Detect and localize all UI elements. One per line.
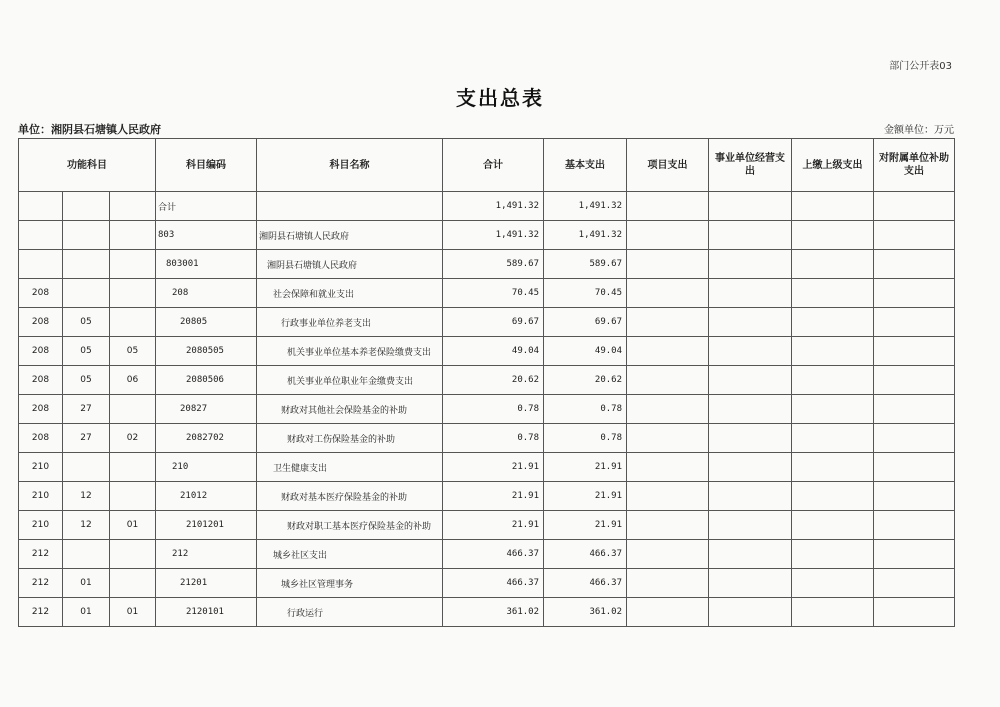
total-cell: 1,491.32 [443, 192, 544, 221]
subsidy-cell [874, 337, 955, 366]
subject-name-cell: 财政对职工基本医疗保险基金的补助 [257, 511, 443, 540]
upper-cell [792, 569, 874, 598]
total-cell: 21.91 [443, 453, 544, 482]
page-title: 支出总表 [456, 86, 544, 110]
upper-cell [792, 308, 874, 337]
func-subitem-cell [110, 221, 156, 250]
func-class-cell: 210 [19, 453, 63, 482]
func-item-cell [63, 221, 110, 250]
table-row [19, 569, 955, 598]
subject-name-cell: 社会保障和就业支出 [257, 279, 443, 308]
upper-cell [792, 221, 874, 250]
func-subitem-cell: 01 [110, 598, 156, 627]
project-cell [627, 540, 709, 569]
subject-code-cell: 2080506 [156, 366, 257, 395]
subject-name-cell: 城乡社区支出 [257, 540, 443, 569]
header-basic: 基本支出 [544, 139, 627, 192]
func-subitem-cell [110, 395, 156, 424]
subject-name-cell [257, 192, 443, 221]
table-row [19, 598, 955, 627]
subject-name-cell: 财政对基本医疗保险基金的补助 [257, 482, 443, 511]
header-business: 事业单位经营支出 [709, 139, 792, 192]
func-subitem-cell [110, 569, 156, 598]
basic-cell: 70.45 [544, 279, 627, 308]
project-cell [627, 337, 709, 366]
func-item-cell [63, 540, 110, 569]
project-cell [627, 569, 709, 598]
header-subject-name: 科目名称 [257, 139, 443, 192]
subject-code-cell: 803 [156, 221, 257, 250]
business-cell [709, 308, 792, 337]
upper-cell [792, 598, 874, 627]
func-subitem-cell: 02 [110, 424, 156, 453]
func-class-cell: 210 [19, 482, 63, 511]
subject-code-cell: 2101201 [156, 511, 257, 540]
func-subitem-cell: 06 [110, 366, 156, 395]
table-row [19, 192, 955, 221]
upper-cell [792, 511, 874, 540]
amount-unit-label: 金额单位：万元 [884, 125, 954, 136]
func-class-cell: 208 [19, 279, 63, 308]
basic-cell: 21.91 [544, 511, 627, 540]
basic-cell: 21.91 [544, 482, 627, 511]
subject-code-cell: 210 [156, 453, 257, 482]
subject-code-cell: 21201 [156, 569, 257, 598]
func-item-cell: 05 [63, 308, 110, 337]
func-item-cell: 05 [63, 337, 110, 366]
func-item-cell: 12 [63, 511, 110, 540]
subsidy-cell [874, 279, 955, 308]
upper-cell [792, 424, 874, 453]
basic-cell: 466.37 [544, 540, 627, 569]
subsidy-cell [874, 192, 955, 221]
subject-name-cell: 机关事业单位职业年金缴费支出 [257, 366, 443, 395]
basic-cell: 49.04 [544, 337, 627, 366]
table-row [19, 424, 955, 453]
basic-cell: 0.78 [544, 395, 627, 424]
func-class-cell: 208 [19, 366, 63, 395]
func-class-cell: 212 [19, 598, 63, 627]
total-cell: 69.67 [443, 308, 544, 337]
header-project: 项目支出 [627, 139, 709, 192]
subsidy-cell [874, 511, 955, 540]
subject-code-cell: 212 [156, 540, 257, 569]
table-row [19, 337, 955, 366]
business-cell [709, 221, 792, 250]
subject-code-cell: 208 [156, 279, 257, 308]
subject-code-cell: 20805 [156, 308, 257, 337]
upper-cell [792, 540, 874, 569]
func-item-cell: 05 [63, 366, 110, 395]
subject-code-cell: 20827 [156, 395, 257, 424]
business-cell [709, 366, 792, 395]
basic-cell: 69.67 [544, 308, 627, 337]
unit-label: 单位：湘阴县石塘镇人民政府 [18, 123, 161, 136]
project-cell [627, 221, 709, 250]
table-row [19, 511, 955, 540]
func-item-cell [63, 453, 110, 482]
func-subitem-cell [110, 453, 156, 482]
header-total: 合计 [443, 139, 544, 192]
subsidy-cell [874, 250, 955, 279]
func-item-cell [63, 250, 110, 279]
func-class-cell: 212 [19, 569, 63, 598]
business-cell [709, 250, 792, 279]
subject-name-cell: 行政事业单位养老支出 [257, 308, 443, 337]
subject-code-cell: 合计 [156, 192, 257, 221]
func-subitem-cell [110, 279, 156, 308]
subject-code-cell: 21012 [156, 482, 257, 511]
basic-cell: 21.91 [544, 453, 627, 482]
subject-code-cell: 2080505 [156, 337, 257, 366]
business-cell [709, 395, 792, 424]
total-cell: 466.37 [443, 540, 544, 569]
basic-cell: 361.02 [544, 598, 627, 627]
func-class-cell [19, 192, 63, 221]
subsidy-cell [874, 366, 955, 395]
header-upper: 上缴上级支出 [792, 139, 874, 192]
table-row [19, 221, 955, 250]
business-cell [709, 540, 792, 569]
project-cell [627, 279, 709, 308]
total-cell: 49.04 [443, 337, 544, 366]
header-subsidy: 对附属单位补助支出 [874, 139, 955, 192]
project-cell [627, 250, 709, 279]
total-cell: 0.78 [443, 395, 544, 424]
subject-name-cell: 行政运行 [257, 598, 443, 627]
func-subitem-cell [110, 192, 156, 221]
func-subitem-cell [110, 250, 156, 279]
form-number: 部门公开表03 [889, 61, 952, 72]
func-item-cell: 27 [63, 395, 110, 424]
business-cell [709, 337, 792, 366]
upper-cell [792, 366, 874, 395]
basic-cell: 1,491.32 [544, 192, 627, 221]
upper-cell [792, 482, 874, 511]
project-cell [627, 453, 709, 482]
subject-name-cell: 城乡社区管理事务 [257, 569, 443, 598]
subject-name-cell: 财政对工伤保险基金的补助 [257, 424, 443, 453]
subject-code-cell: 2120101 [156, 598, 257, 627]
basic-cell: 1,491.32 [544, 221, 627, 250]
business-cell [709, 569, 792, 598]
project-cell [627, 308, 709, 337]
upper-cell [792, 192, 874, 221]
project-cell [627, 598, 709, 627]
total-cell: 466.37 [443, 569, 544, 598]
project-cell [627, 366, 709, 395]
func-class-cell: 208 [19, 308, 63, 337]
subsidy-cell [874, 308, 955, 337]
basic-cell: 466.37 [544, 569, 627, 598]
upper-cell [792, 337, 874, 366]
subject-name-cell: 卫生健康支出 [257, 453, 443, 482]
upper-cell [792, 453, 874, 482]
table-row [19, 540, 955, 569]
func-item-cell: 01 [63, 598, 110, 627]
table-row [19, 366, 955, 395]
business-cell [709, 453, 792, 482]
subsidy-cell [874, 569, 955, 598]
func-item-cell: 01 [63, 569, 110, 598]
business-cell [709, 192, 792, 221]
subsidy-cell [874, 395, 955, 424]
func-subitem-cell [110, 482, 156, 511]
subject-name-cell: 湘阴县石塘镇人民政府 [257, 250, 443, 279]
total-cell: 361.02 [443, 598, 544, 627]
total-cell: 1,491.32 [443, 221, 544, 250]
func-subitem-cell: 01 [110, 511, 156, 540]
table-row [19, 250, 955, 279]
subsidy-cell [874, 221, 955, 250]
project-cell [627, 482, 709, 511]
header-subject-code: 科目编码 [156, 139, 257, 192]
table-header-row [19, 139, 955, 192]
func-class-cell: 212 [19, 540, 63, 569]
subject-code-cell: 2082702 [156, 424, 257, 453]
business-cell [709, 598, 792, 627]
subsidy-cell [874, 482, 955, 511]
total-cell: 589.67 [443, 250, 544, 279]
func-item-cell: 27 [63, 424, 110, 453]
project-cell [627, 395, 709, 424]
business-cell [709, 424, 792, 453]
basic-cell: 0.78 [544, 424, 627, 453]
subject-name-cell: 湘阴县石塘镇人民政府 [257, 221, 443, 250]
total-cell: 70.45 [443, 279, 544, 308]
basic-cell: 20.62 [544, 366, 627, 395]
func-item-cell [63, 279, 110, 308]
upper-cell [792, 395, 874, 424]
func-item-cell: 12 [63, 482, 110, 511]
upper-cell [792, 250, 874, 279]
table-row [19, 395, 955, 424]
business-cell [709, 511, 792, 540]
subsidy-cell [874, 540, 955, 569]
expenditure-table [18, 138, 955, 627]
func-class-cell: 208 [19, 337, 63, 366]
table-row [19, 482, 955, 511]
total-cell: 0.78 [443, 424, 544, 453]
subject-name-cell: 机关事业单位基本养老保险缴费支出 [257, 337, 443, 366]
func-class-cell: 210 [19, 511, 63, 540]
project-cell [627, 511, 709, 540]
func-subitem-cell [110, 540, 156, 569]
func-subitem-cell: 05 [110, 337, 156, 366]
project-cell [627, 424, 709, 453]
upper-cell [792, 279, 874, 308]
func-item-cell [63, 192, 110, 221]
func-class-cell: 208 [19, 395, 63, 424]
total-cell: 21.91 [443, 511, 544, 540]
func-class-cell: 208 [19, 424, 63, 453]
business-cell [709, 482, 792, 511]
total-cell: 20.62 [443, 366, 544, 395]
func-subitem-cell [110, 308, 156, 337]
table-row [19, 308, 955, 337]
func-class-cell [19, 250, 63, 279]
header-func-subject: 功能科目 [19, 139, 156, 192]
table-row [19, 279, 955, 308]
business-cell [709, 279, 792, 308]
basic-cell: 589.67 [544, 250, 627, 279]
func-class-cell [19, 221, 63, 250]
total-cell: 21.91 [443, 482, 544, 511]
project-cell [627, 192, 709, 221]
subsidy-cell [874, 424, 955, 453]
table-row [19, 453, 955, 482]
subsidy-cell [874, 598, 955, 627]
subject-code-cell: 803001 [156, 250, 257, 279]
subject-name-cell: 财政对其他社会保险基金的补助 [257, 395, 443, 424]
subsidy-cell [874, 453, 955, 482]
